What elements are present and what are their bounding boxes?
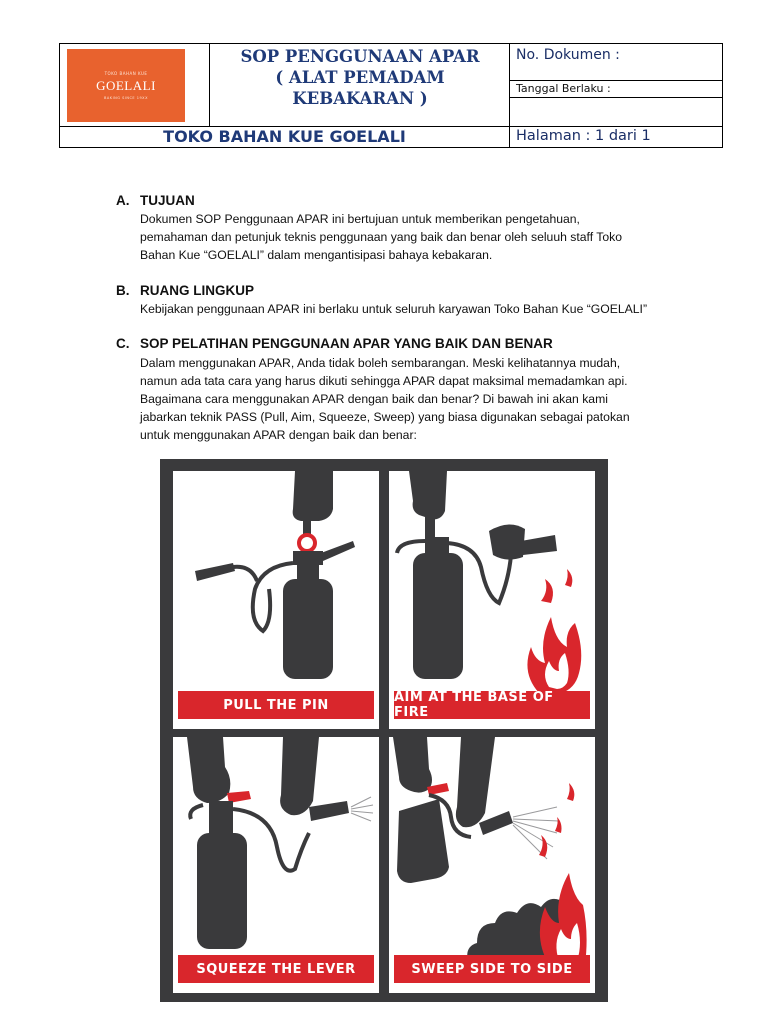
header-divider — [509, 126, 723, 127]
section-letter: B. — [116, 283, 130, 298]
section-body-a — [140, 210, 680, 264]
section-heading-b — [116, 283, 254, 298]
section-heading-c — [116, 336, 553, 351]
section-heading-a — [116, 193, 195, 208]
title-line: KEBAKARAN ) — [292, 89, 428, 108]
header-divider — [509, 80, 723, 81]
section-body-c — [140, 354, 680, 444]
step-label-aim: AIM AT THE BASE OF FIRE — [394, 691, 590, 719]
logo-sub-text: BAKING SINCE 19XX — [104, 96, 148, 100]
document-header-table — [59, 43, 723, 148]
logo-name: GOELALI — [96, 78, 156, 93]
section-body-b — [140, 300, 680, 318]
paragraph-line: namun ada tata cara yang harus dikuti sehingga APAR dapat maksimal memadamkan api. — [140, 374, 628, 388]
paragraph-line: Kebijakan penggunaan APAR ini berlaku untuk seluruh karyawan Toko Bahan Kue “GOELALI” — [140, 302, 648, 316]
paragraph-line: Bagaimana cara menggunakan APAR dengan baik dan benar? Di bawah ini akan kami — [140, 392, 608, 406]
doc-number-label: No. Dokumen : — [516, 47, 620, 63]
pass-infographic — [160, 459, 608, 1002]
step-panel-aim — [389, 471, 595, 729]
step-label-squeeze: SQUEEZE THE LEVER — [178, 955, 374, 983]
header-divider — [509, 97, 723, 98]
step-label-sweep: SWEEP SIDE TO SIDE — [394, 955, 590, 983]
paragraph-line: pemahaman dan petunjuk teknis penggunaan yang baik dan benar oleh seluuh staff Toko — [140, 230, 622, 244]
title-line: SOP PENGGUNAAN APAR — [240, 47, 480, 66]
section-letter: C. — [116, 336, 130, 351]
section-title: TUJUAN — [140, 193, 195, 208]
logo-top-text: TOKO BAHAN KUE — [104, 71, 148, 76]
paragraph-line: Dokumen SOP Penggunaan APAR ini bertujuan untuk memberikan pengetahuan, — [140, 212, 580, 226]
paragraph-line: Dalam menggunakan APAR, Anda tidak boleh sembarangan. Meski kelihatannya mudah, — [140, 356, 621, 370]
paragraph-line: untuk menggunakan APAR dengan baik dan benar: — [140, 428, 417, 442]
step-panel-pull — [173, 471, 379, 729]
company-name: TOKO BAHAN KUE GOELALI — [163, 127, 406, 146]
step-panel-sweep — [389, 737, 595, 993]
document-title — [210, 46, 510, 109]
page-label: Halaman : 1 dari 1 — [516, 128, 651, 144]
effective-date-label: Tanggal Berlaku : — [516, 82, 611, 95]
company-logo — [67, 49, 185, 122]
section-title: RUANG LINGKUP — [140, 283, 254, 298]
paragraph-line: Bahan Kue “GOELALI” dalam mengantisipasi bahaya kebakaran. — [140, 248, 493, 262]
step-panel-squeeze — [173, 737, 379, 993]
paragraph-line: jabarkan teknik PASS (Pull, Aim, Squeeze, Sweep) yang biasa digunakan sebagai patokan — [140, 410, 630, 424]
title-line: ( ALAT PEMADAM — [275, 68, 445, 87]
step-label-pull: PULL THE PIN — [178, 691, 374, 719]
section-letter: A. — [116, 193, 130, 208]
section-title: SOP PELATIHAN PENGGUNAAN APAR YANG BAIK DAN BENAR — [140, 336, 553, 351]
